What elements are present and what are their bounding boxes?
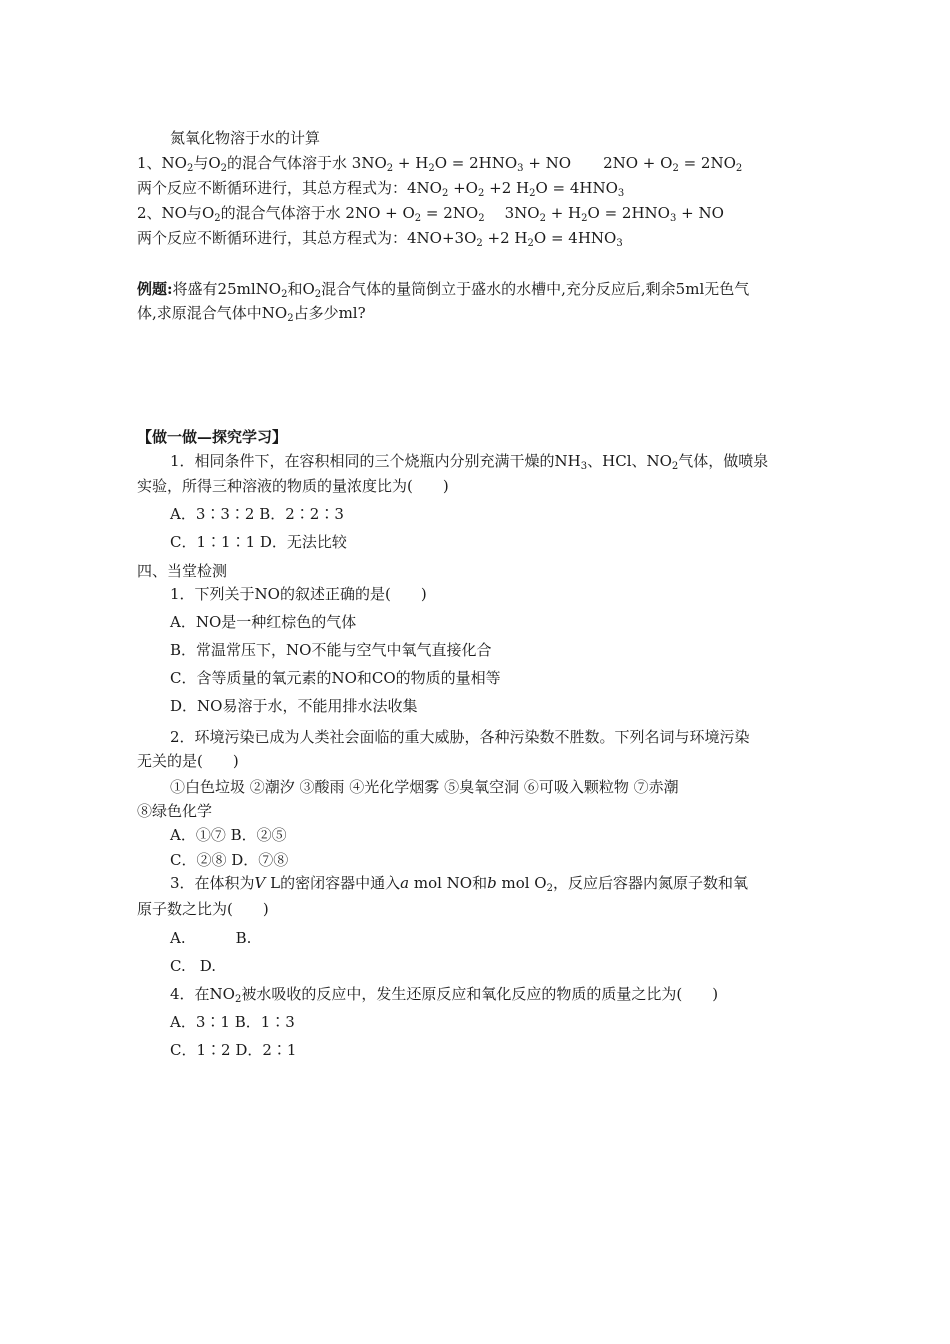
quiz-q2-options-ab: A．①⑦ B．②⑤ xyxy=(170,826,287,844)
quiz-question-4: 4．在$NO_2$被水吸收的反应中，发生还原反应和氧化反应的物质的质量之比为( ) xyxy=(170,985,719,1005)
quiz-question-3: 3．在体积为V L的密闭容器中通入a mol NO和b mol $O_2$，反应后容器内氮原子数和氧 xyxy=(170,874,748,894)
quiz-question-2-cont: 无关的是( ) xyxy=(137,752,239,770)
quiz-q4-options-cd: C．1∶2 D．2∶1 xyxy=(170,1041,297,1059)
quiz-q2-items-cont: ⑧绿色化学 xyxy=(137,802,213,820)
explore-heading: 【做一做—探究学习】 xyxy=(137,428,288,446)
quiz-heading: 四、当堂检测 xyxy=(137,562,228,580)
quiz-q1-option-c: C．含等质量的氧元素的NO和CO的物质的量相等 xyxy=(170,669,501,687)
reaction-line-2: 2、NO与$O_2$的混合气体溶于水 $2NO + O_2 = 2NO_2$ $3NO_2 + H_2O = 2HNO_3$ + NO xyxy=(137,204,724,224)
example-label: 例题: xyxy=(137,280,173,298)
quiz-q1-option-d: D．NO易溶于水，不能用排水法收集 xyxy=(170,697,418,715)
reaction-line-1: 1、$NO_2$与$O_2$的混合气体溶于水 $3NO_2 + H_2O = 2HNO_3$ + NO $2NO + O_2 = 2NO_2$ xyxy=(137,154,743,174)
quiz-question-1: 1．下列关于NO的叙述正确的是( ) xyxy=(170,585,427,603)
explore-question-1: 1．相同条件下，在容积相同的三个烧瓶内分别充满干燥的$NH_3$、HCl、$NO_2$气体，做喷泉 xyxy=(170,452,769,472)
quiz-q2-items: ①白色垃圾 ②潮汐 ③酸雨 ④光化学烟雾 ⑤臭氧空洞 ⑥可吸入颗粒物 ⑦赤潮 xyxy=(170,778,679,796)
total-equation-1: 两个反应不断循环进行，其总方程式为：$4NO_2 +O_2 +2$ $H_2O = 4HNO_3$ xyxy=(137,179,625,199)
example-problem-line-2: 体,求原混合气体中$NO_2$占多少ml? xyxy=(137,304,366,324)
quiz-question-2: 2．环境污染已成为人类社会面临的重大威胁，各种污染数不胜数。下列名词与环境污染 xyxy=(170,728,750,746)
quiz-q2-options-cd: C．②⑧ D．⑦⑧ xyxy=(170,851,289,869)
quiz-q4-options-ab: A．3∶1 B．1∶3 xyxy=(170,1013,295,1031)
quiz-q1-option-b: B．常温常压下，NO不能与空气中氧气直接化合 xyxy=(170,641,492,659)
section-title: 氮氧化物溶于水的计算 xyxy=(170,129,321,147)
total-equation-2: 两个反应不断循环进行，其总方程式为：$4NO+3O_2 +2$ $H_2O = 4HNO_3$ xyxy=(137,229,623,249)
quiz-question-3-cont: 原子数之比为( ) xyxy=(137,900,269,918)
explore-question-1-cont: 实验，所得三种溶液的物质的量浓度比为( ) xyxy=(137,477,449,495)
explore-options-ab: A．3∶3∶2 B．2∶2∶3 xyxy=(170,505,344,523)
quiz-q3-options-ab: A. B. xyxy=(170,929,252,947)
quiz-q1-option-a: A．NO是一种红棕色的气体 xyxy=(170,613,357,631)
example-problem-line-1: 例题:将盛有25mlNO$_2$和$O_2$混合气体的量筒倒立于盛水的水槽中,充分反应后,剩余5ml无色气 xyxy=(137,280,750,300)
explore-options-cd: C．1∶1∶1 D．无法比较 xyxy=(170,533,347,551)
quiz-q3-options-cd: C. D. xyxy=(170,957,216,975)
